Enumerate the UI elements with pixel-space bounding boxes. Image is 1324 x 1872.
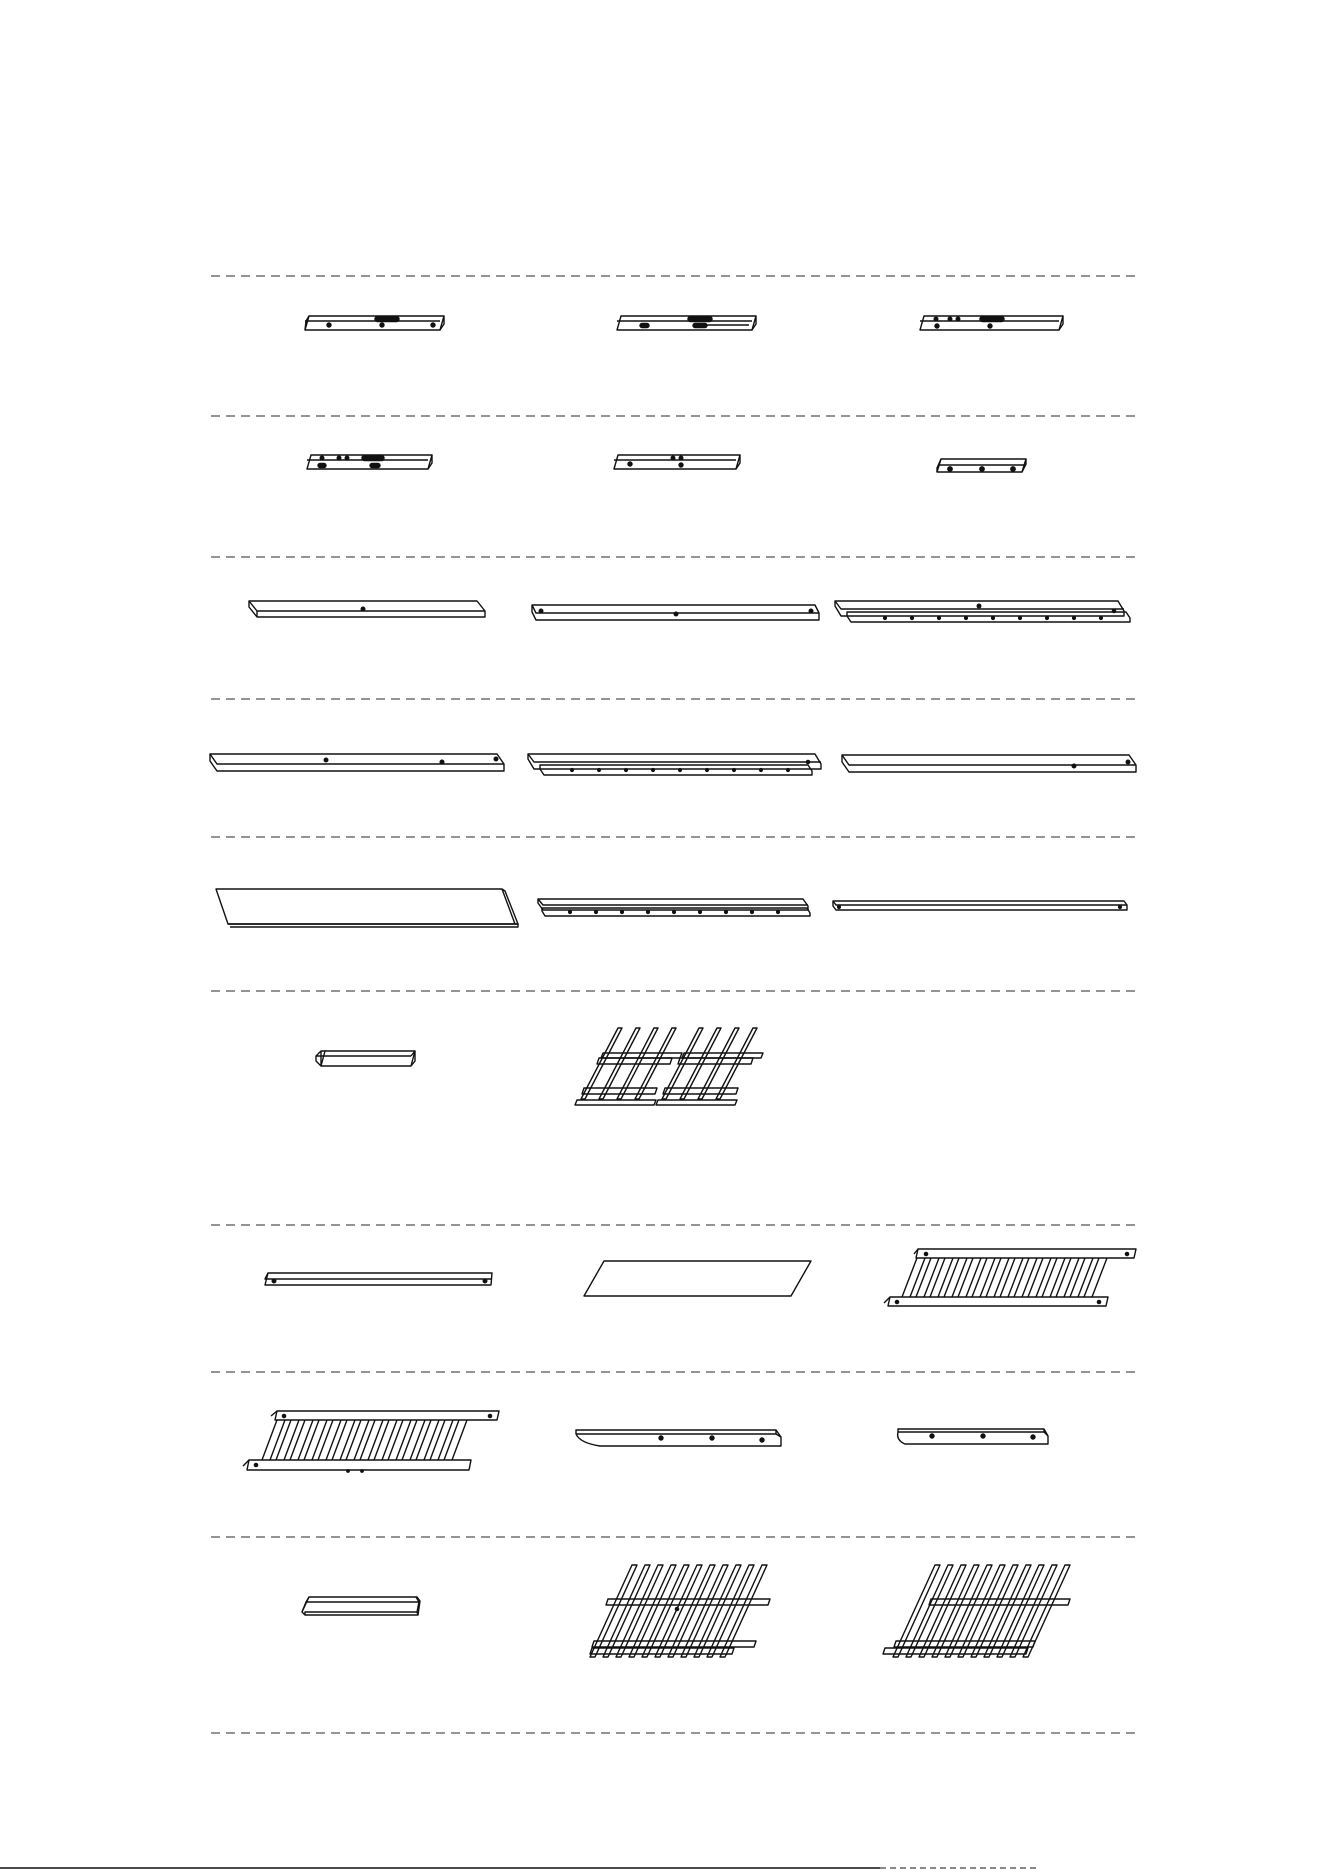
ledger-rail-icon: [835, 601, 1130, 622]
part-row-9: [302, 1565, 1070, 1657]
slats: [590, 1565, 767, 1657]
spindle-panel-icon: [243, 1411, 499, 1472]
post-beam-icon: [305, 316, 444, 330]
part-row-6: [316, 1028, 763, 1105]
part-row-2: [307, 455, 1026, 472]
wide-board-icon: [216, 889, 518, 927]
spindle-panel-icon: [884, 1249, 1136, 1306]
rail-icon: [249, 601, 485, 617]
slat-frames-pair-icon: [575, 1028, 763, 1105]
slats: [893, 1565, 1070, 1657]
slat-grid-icon: [883, 1565, 1070, 1657]
post-beam-icon: [920, 316, 1063, 330]
ledger-rail-icon: [538, 899, 810, 916]
panel-board-icon: [584, 1261, 811, 1296]
slat-frame: [656, 1028, 763, 1105]
spindles: [262, 1420, 467, 1460]
rail-icon: [532, 605, 819, 620]
thin-rail-icon: [833, 901, 1127, 910]
slat-grid-icon: [590, 1565, 770, 1657]
thin-rail-icon: [265, 1273, 492, 1285]
small-block-icon: [302, 1597, 420, 1615]
part-row-4: [210, 754, 1136, 775]
part-row-5: [216, 889, 1127, 927]
post-beam-icon: [307, 455, 432, 469]
post-beam-icon: [614, 455, 740, 469]
curved-rail-icon: [576, 1430, 781, 1446]
ledger-rail-icon: [528, 754, 821, 775]
short-block-icon: [937, 459, 1026, 472]
curved-rail-icon: [898, 1429, 1048, 1444]
part-row-8: [243, 1411, 1048, 1472]
spindles: [902, 1258, 1107, 1297]
rail-icon: [210, 754, 504, 771]
post-beam-icon: [617, 316, 756, 330]
rail-icon: [842, 755, 1136, 772]
square-block-icon: [316, 1051, 415, 1066]
row-dividers: [211, 276, 1141, 1733]
part-row-1: [305, 316, 1063, 330]
part-row-7: [265, 1249, 1136, 1306]
part-row-3: [249, 601, 1130, 622]
